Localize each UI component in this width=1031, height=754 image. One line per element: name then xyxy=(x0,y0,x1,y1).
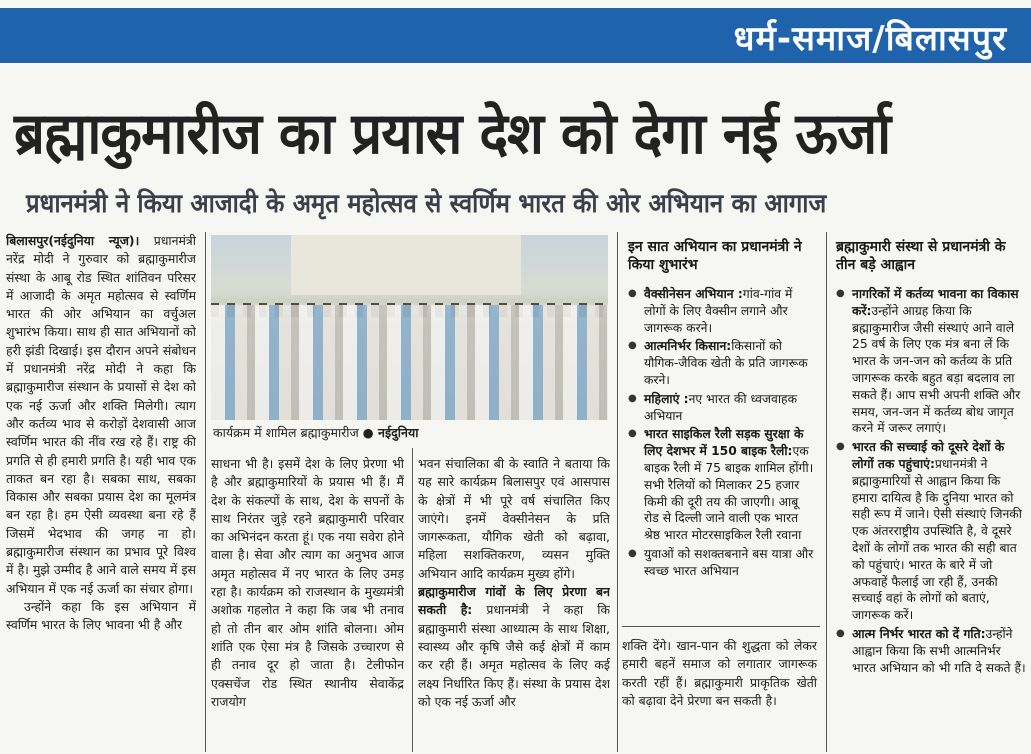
campaign-item: ● वैक्सीनेसन अभियान :गांव-गांव में लोगों के लिए वैक्सीन लगाने और जागरूक करने। xyxy=(628,286,816,336)
photo-caption xyxy=(213,424,418,441)
section-band xyxy=(0,8,1031,63)
call-item: ● आत्म निर्भर भारत को दें गति:उन्होंने आह्वान किया कि सभी आत्मनिर्भर भारत अभियान को भी गति दे सकते हैं। xyxy=(836,626,1028,676)
column-rule xyxy=(205,232,206,752)
column-rule xyxy=(826,232,827,752)
article-text-col3: भवन संचालिका बी के स्वाति ने बताया कि यह सारे कार्यक्रम बिलासपुर एवं आसपास के क्षेत्रों में भी पूरे वर्ष संचालित किए जाएंगे। इनमें वेक्सीनेसन के प्रति जागरूकता, यौगिक खेती को बढ़ावा, महिला सशक्तिकरण, व्यसन मुक्ति अभियान आदि कार्यक्रम मुख्य होंगे। xyxy=(418,456,610,581)
section-title: धर्म-समाज/बिलासपुर xyxy=(733,19,1007,59)
photo-people xyxy=(211,305,608,420)
article-text-col3b: शक्ति देंगे। खान-पान की शुद्धता को लेकर हमारी बहनें समाज को लगातार जागरूक करती रहीं हैं। ब्रह्माकुमारी प्राकृतिक खेती को बढ़ावा देने प्रेरणा बन सकती है। xyxy=(622,638,817,708)
photo-building xyxy=(291,235,521,295)
campaigns-title: इन सात अभियान का प्रधानमंत्री ने किया शुभारंभ xyxy=(628,239,802,273)
col3-subheading: ब्रह्माकुमारीज गांवों के लिए प्रेरणा बन सकती है: xyxy=(418,584,610,618)
article-text-col1: प्रधानमंत्री नरेंद्र मोदी ने गुरुवार को ब्रह्माकुमारीज संस्था के आबू रोड स्थित शांतिवन परिसर में आजादी के अमृत महोत्सव से स्वर्णिम भारत की ओर अभियान का वर्चुअल शुभारंभ किया। साथ ही सात अभियानों को हरी झंडी दिखाई। इस दौरान अपने संबोधन में प्रधानमंत्री नरेंद्र मोदी ने कहा कि ब्रह्माकुमारीज संस्थान के प्रयासों से देश को एक नई ऊर्जा और शक्ति मिलेगी। त्याग और कर्तव्य भाव से करोड़ों देशवासी आज स्वर्णिम भारत की नींव रख रहे हैं। राष्ट्र की प्रगति से ही हमारी प्रगति है। यही भाव एक ताकत बन रहा है। सबका साथ, सबका विकास और सबका प्रयास देश का मूलमंत्र बन रहा है। हम ऐसी व्यवस्था बना रहे हैं जिसमें भेदभाव की जगह ना हो। ब्रह्माकुमारीज संस्थान का प्रभाव पूरे विश्व में है। मुझे उम्मीद है आने वाले समय में इस अभियान में एक नई ऊर्जा का संचार होगा। xyxy=(6,233,196,596)
article-text-col1-p2: उन्होंने कहा कि इस अभियान में स्वर्णिम भारत के लिए भावना भी है और xyxy=(6,598,196,633)
headline: ब्रह्माकुमारीज का प्रयास देश को देगा नई ऊर्जा xyxy=(14,101,891,167)
campaign-item: ● महिलाएं :नए भारत की ध्वजवाहक अभियान xyxy=(628,391,816,425)
call-item: ● नागरिकों में कर्तव्य भावना का विकास करें:उन्होंने आग्रह किया कि ब्रह्माकुमारीज जैसी संस्थाएं आने वाले 25 वर्ष के लिए एक मंत्र बना लें कि भारत के जन-जन को कर्तव्य के प्रति जागरूक करके बहुत बड़ा बदलाव ला सकते हैं। आप सभी अपनी शक्ति और समय, जन-जन में कर्तव्य बोध जागृत करने में जरूर लगाएं। xyxy=(836,286,1028,437)
box-rule xyxy=(622,626,820,627)
calls-list xyxy=(836,286,1028,678)
column-rule xyxy=(412,448,413,752)
article-column-1 xyxy=(6,232,196,752)
column-rule xyxy=(617,232,618,752)
article-text-col2: साधना भी है। इसमें देश के लिए प्रेरणा भी है और ब्रह्माकुमारियों के प्रयास भी हैं। मैं देश के संकल्पों के साथ, देश के सपनों के साथ निरंतर जुड़े रहने ब्रह्माकुमारी परिवार का अभिनंदन करता हूं। एक नया सवेरा होने वाला है। सेवा और त्याग का अनुभव आज अमृत महोत्सव में नए भारत के लिए उमड़ रहा है। कार्यक्रम को राजस्थान के मुख्यमंत्री अशोक गहलोत ने कहा कि जब भी तनाव हो तो तीन बार ओम शांति बोलना। ओम शांति एक ऐसा मंत्र है जिसके उच्चारण से ही तनाव दूर हो जाता है। टेलीफोन एक्सचेंज रोड स्थित स्थानीय सेवाकेंद्र राजयोग xyxy=(211,456,404,709)
article-column-2 xyxy=(211,455,404,753)
campaign-item: ● भारत साइकिल रैली सड़क सुरक्षा के लिए देशभर में 150 बाइक रैली:एक बाइक रैली में 75 बाइक शामिल होंगी। सभी रैलियों को मिलाकर 25 हजार किमी की दूरी तय की जाएगी। आबू रोड से दिल्ली जाने वाली एक भारत श्रेष्ठ भारत मोटरसाइकिल रैली रवाना xyxy=(628,426,816,544)
col3-subtext: प्रधानमंत्री ने कहा कि ब्रह्माकुमारी संस्था आध्यात्म के साथ शिक्षा, स्वास्थ्य और कृषि जैसे कई क्षेत्रों में काम कर रही हैं। अमृत महोत्सव के लिए कई लक्ष्य निर्धारित किए हैं। संस्था के प्रयास देश को एक नई ऊर्जा और xyxy=(418,602,610,709)
caption-credit: ● नईदुनिया xyxy=(362,425,419,440)
event-photo xyxy=(211,235,608,420)
caption-text: कार्यक्रम में शामिल ब्रह्माकुमारीज xyxy=(213,425,359,440)
campaign-item: ● युवाओं को सशक्तबनाने बस यात्रा और स्वच्छ भारत अभियान xyxy=(628,546,816,580)
article-column-3-continued xyxy=(622,637,817,753)
campaigns-list xyxy=(628,286,816,582)
dateline: बिलासपुर(नईदुनिया न्यूज)। xyxy=(6,233,140,248)
call-item: ● भारत की सच्चाई को दूसरे देशों के लोगों तक पहुंचाएं:प्रधानमंत्री ने ब्रह्माकुमारियों से आह्वान किया कि हमारा दायित्व है कि दुनिया भारत को सही रूप में जाने। ऐसी संस्थाएं जिनकी एक अंतरराष्ट्रीय उपस्थिति है, वे दूसरे देशों के लोगों तक भारत की सही बात को पहुंचाएं। भारत के बारे में जो अफवाहें फैलाई जा रही हैं, उनकी सच्चाई वहां के लोगों को बताएं, जागरूक करें। xyxy=(836,439,1028,624)
subheadline: प्रधानमंत्री ने किया आजादी के अमृत महोत्सव से स्वर्णिम भारत की ओर अभियान का आगाज xyxy=(26,189,827,219)
calls-title: ब्रह्माकुमारी संस्था से प्रधानमंत्री के तीन बड़े आह्वान xyxy=(836,239,1006,273)
article-column-3 xyxy=(418,455,610,753)
campaign-item: ● आत्मनिर्भर किसान:किसानों को यौगिक-जैविक खेती के प्रति जागरूक करने। xyxy=(628,338,816,388)
